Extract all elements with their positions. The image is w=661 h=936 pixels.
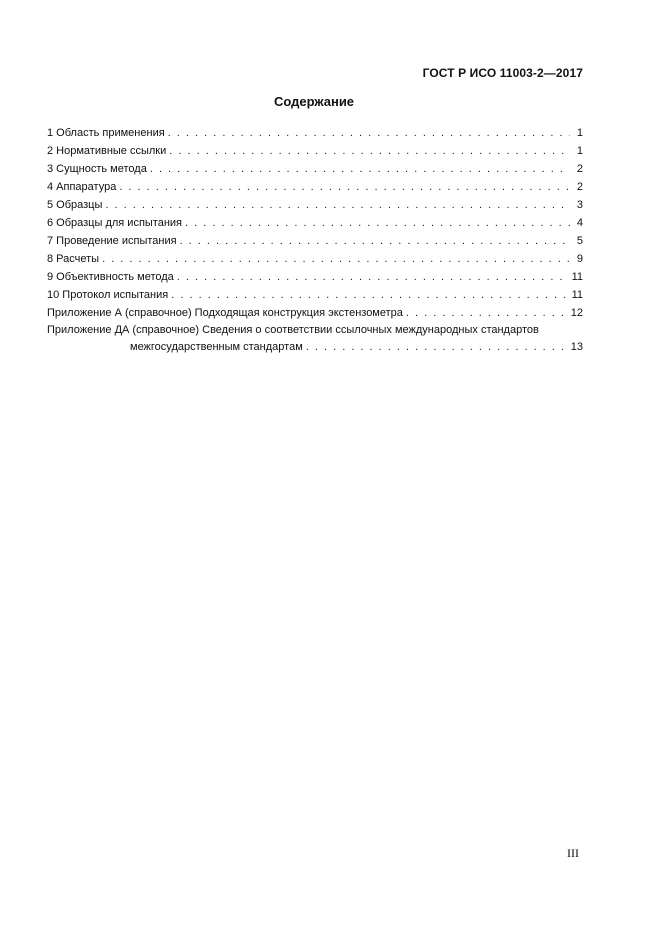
- toc-entry-label: Приложение ДА (справочное) Сведения о соответствии ссылочных международных стандартов: [47, 324, 539, 336]
- toc-entry[interactable]: [47, 196, 583, 214]
- toc-entry[interactable]: [47, 214, 583, 232]
- toc-entry[interactable]: [47, 304, 583, 322]
- page-number: III: [567, 846, 579, 860]
- toc-leader-dots: [306, 338, 568, 356]
- toc-entry-appendix-da-continuation[interactable]: [47, 338, 583, 356]
- toc-entry-label: Приложение А (справочное) Подходящая конструкция экстензометра: [47, 307, 403, 319]
- toc-entry-label: 7 Проведение испытания: [47, 235, 177, 247]
- toc-entry-page: 4: [576, 217, 583, 229]
- toc-entry-label: 4 Аппаратура: [47, 181, 117, 193]
- toc-leader-dots: [185, 214, 570, 232]
- toc-entry-page: 13: [570, 341, 583, 353]
- toc-entry-label: 10 Протокол испытания: [47, 289, 169, 301]
- toc-entry-page: 12: [570, 307, 583, 319]
- toc-entry-label: 3 Сущность метода: [47, 163, 147, 175]
- toc-entry[interactable]: [47, 178, 583, 196]
- toc-entry-label: 2 Нормативные ссылки: [47, 145, 167, 157]
- toc-leader-dots: [171, 286, 568, 304]
- toc-entry[interactable]: [47, 232, 583, 250]
- toc-leader-dots: [102, 250, 570, 268]
- toc-entry-page: 2: [576, 181, 583, 193]
- toc-entry-appendix-da[interactable]: [47, 322, 583, 338]
- table-of-contents: [47, 124, 583, 356]
- toc-entry-page: 11: [571, 289, 583, 301]
- toc-leader-dots: [169, 142, 570, 160]
- toc-entry-page: 9: [576, 253, 583, 265]
- toc-entry-label-continuation: межгосударственным стандартам: [130, 341, 303, 353]
- toc-entry-page: 1: [576, 127, 583, 139]
- toc-entry-page: 3: [576, 199, 583, 211]
- toc-leader-dots: [406, 304, 568, 322]
- toc-entry-page: 11: [571, 271, 583, 283]
- toc-entry-page: 1: [576, 145, 583, 157]
- toc-leader-dots: [180, 232, 570, 250]
- toc-leader-dots: [119, 178, 570, 196]
- toc-entry-page: 2: [576, 163, 583, 175]
- toc-entry-label: 5 Образцы: [47, 199, 103, 211]
- toc-entry-label: 6 Образцы для испытания: [47, 217, 183, 229]
- toc-entry[interactable]: [47, 250, 583, 268]
- document-code: ГОСТ Р ИСО 11003-2—2017: [422, 66, 583, 80]
- toc-leader-dots: [177, 268, 569, 286]
- toc-entry-label: 1 Область применения: [47, 127, 165, 139]
- toc-leader-dots: [150, 160, 570, 178]
- toc-leader-dots: [105, 196, 570, 214]
- toc-entry[interactable]: [47, 286, 583, 304]
- toc-entry-label: 9 Объективность метода: [47, 271, 174, 283]
- toc-entry[interactable]: [47, 268, 583, 286]
- toc-entry-label: 8 Расчеты: [47, 253, 100, 265]
- toc-entry[interactable]: [47, 160, 583, 178]
- toc-entry-page: 5: [576, 235, 583, 247]
- toc-title: Содержание: [273, 94, 355, 109]
- toc-entry[interactable]: [47, 124, 583, 142]
- toc-leader-dots: [168, 124, 570, 142]
- toc-entry[interactable]: [47, 142, 583, 160]
